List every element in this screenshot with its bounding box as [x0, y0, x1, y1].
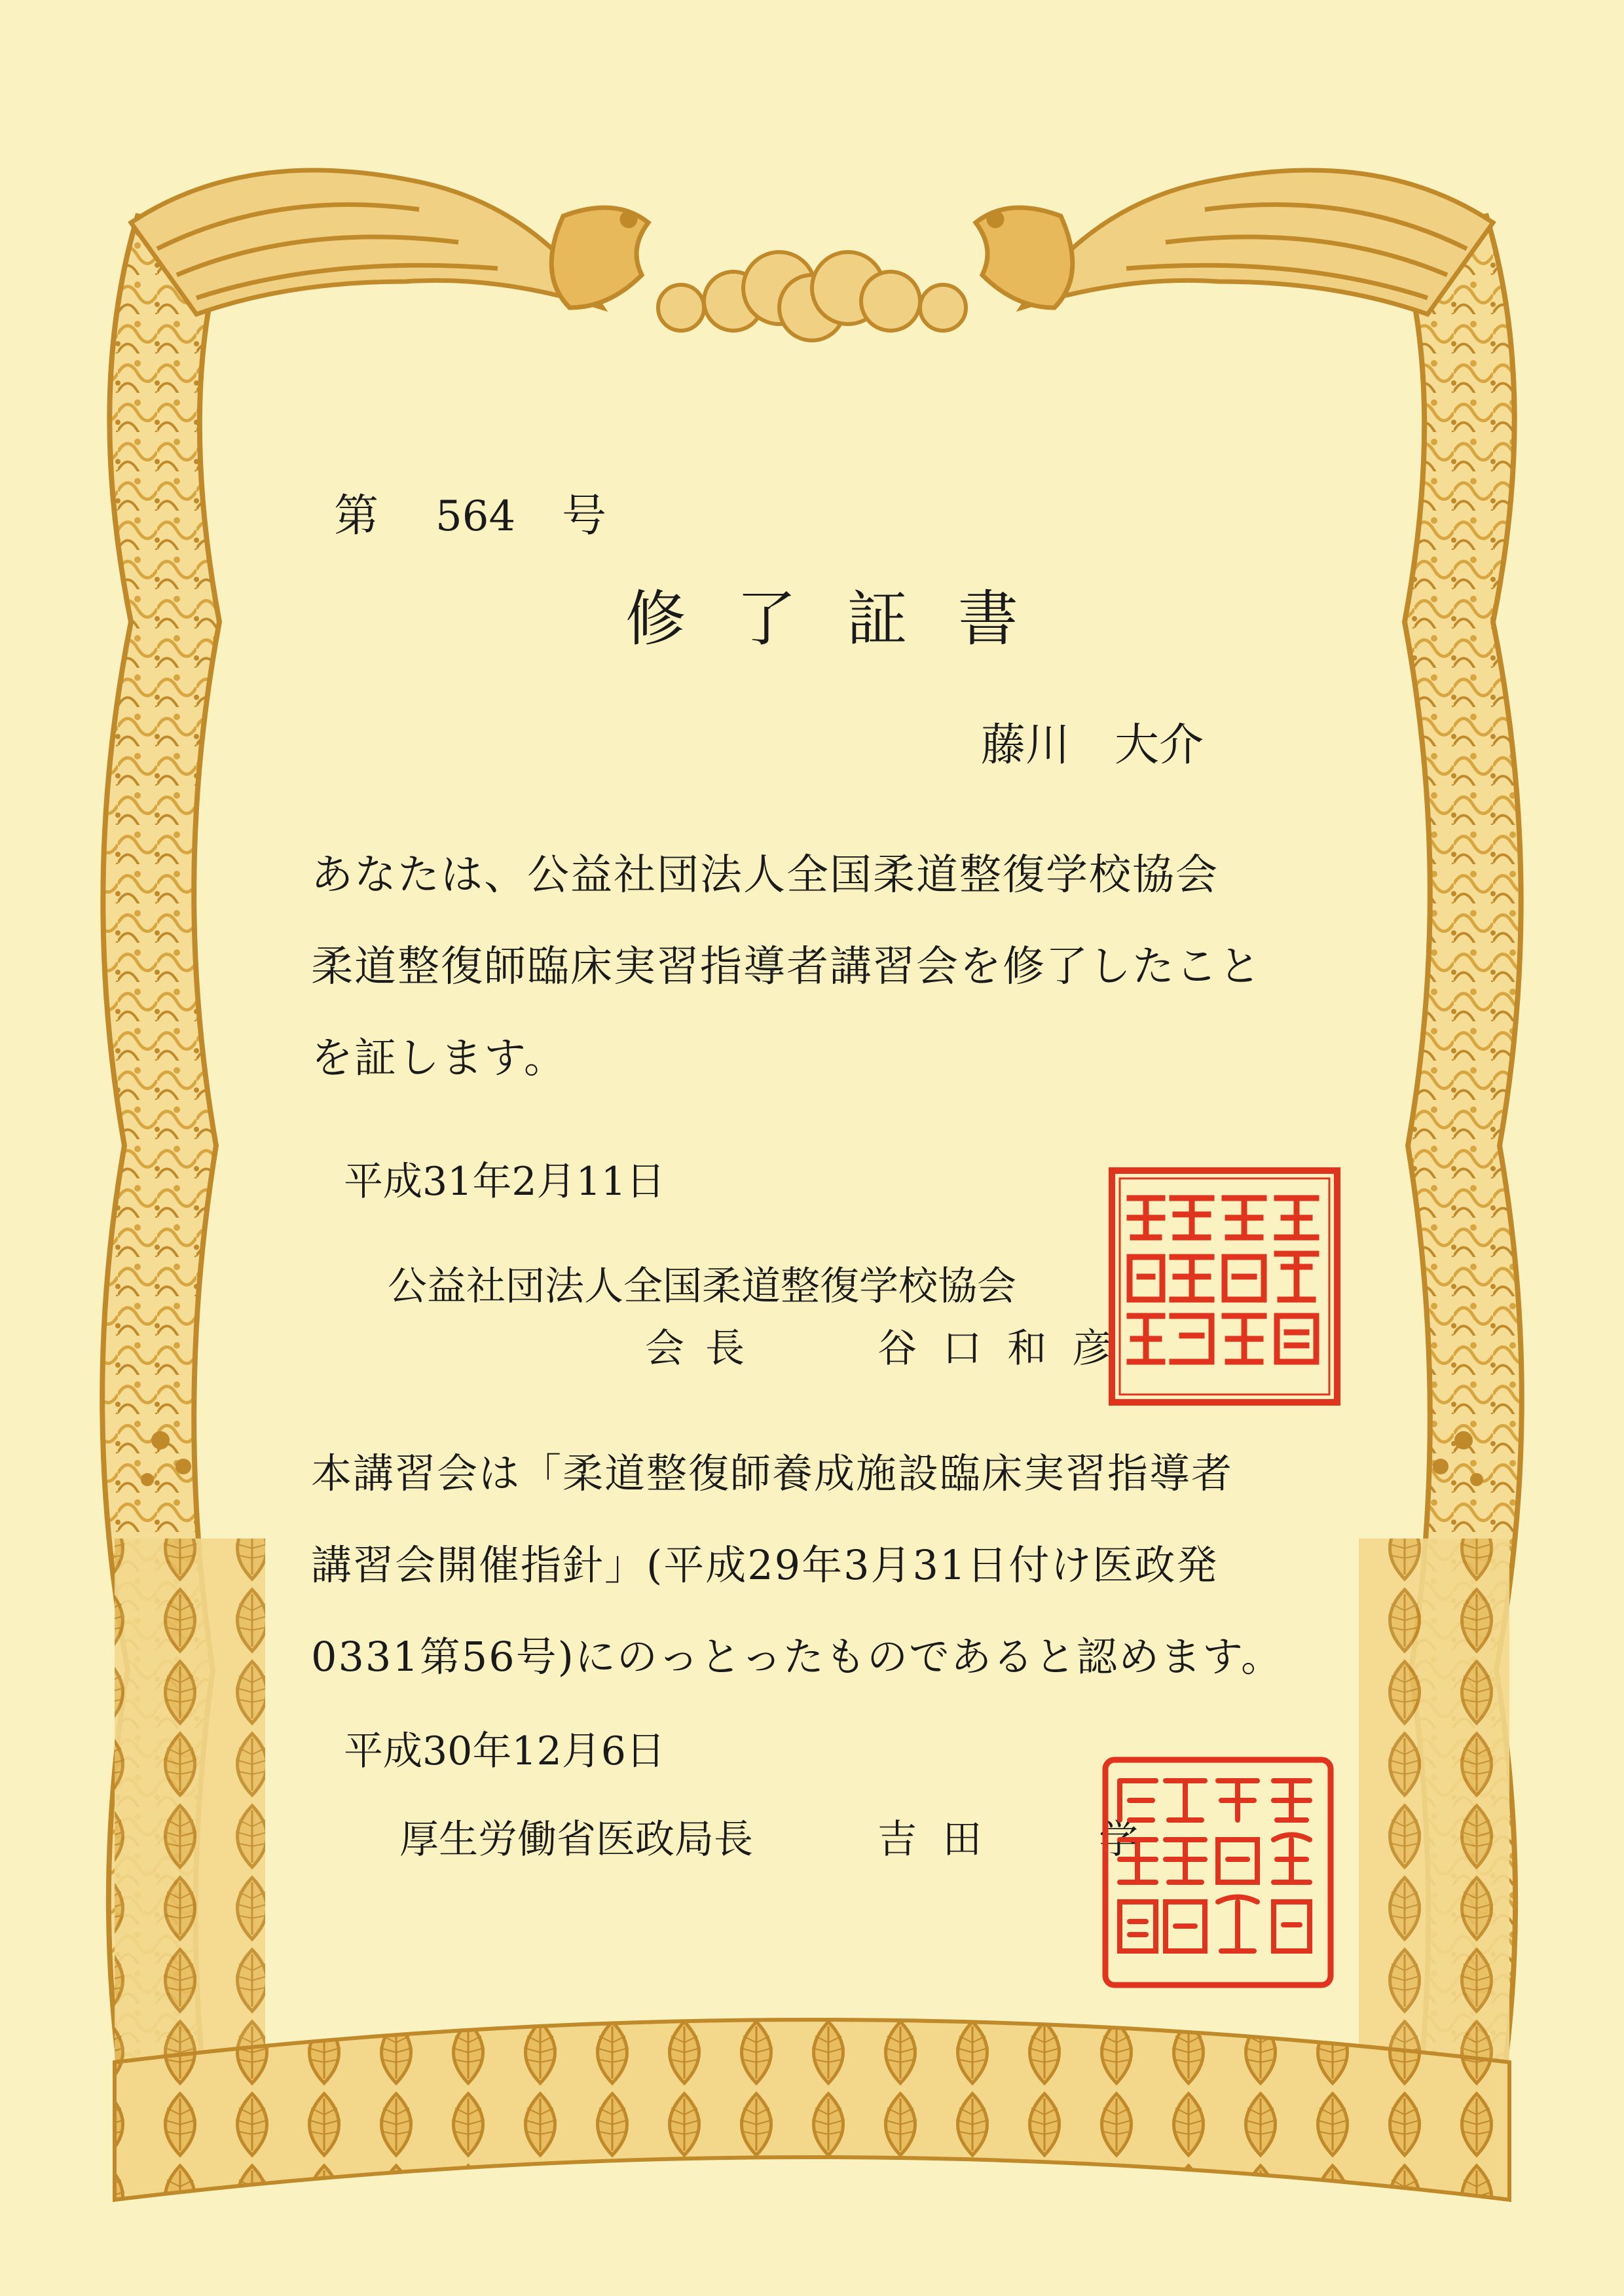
association-seal	[1107, 1165, 1342, 1408]
issuer-organization: 公益社団法人全国柔道整復学校協会	[388, 1264, 1016, 1309]
body-line-1: あなたは、公益社団法人全国柔道整復学校協会	[311, 851, 1219, 900]
approval-date: 平成30年12月6日	[344, 1728, 665, 1774]
body-line-2: 柔道整復師臨床実習指導者講習会を修了したこと	[311, 943, 1262, 991]
certificate-number: 564	[435, 492, 516, 541]
certificate-title: 修 了 証 書	[625, 584, 1034, 654]
approval-line-1: 本講習会は「柔道整復師養成施設臨床実習指導者	[311, 1449, 1234, 1497]
recipient-name: 藤川 大介	[981, 720, 1204, 771]
approval-line-3: 0331第56号)にのっとったものであると認めます。	[311, 1633, 1283, 1681]
certificate-number-suffix: 号	[562, 490, 607, 542]
ministry-seal	[1100, 1755, 1336, 1990]
issuer-name: 谷 口 和 彦	[877, 1326, 1118, 1372]
certificate-number-prefix: 第	[334, 490, 379, 542]
approver-position: 厚生労働省医政局長	[399, 1817, 753, 1863]
issuer-position: 会長	[645, 1326, 766, 1372]
issue-date: 平成31年2月11日	[344, 1159, 665, 1205]
body-line-3: を証します。	[311, 1034, 567, 1083]
approval-line-2: 講習会開催指針」(平成29年3月31日付け医政発	[311, 1541, 1219, 1589]
approver-name: 吉 田 学	[877, 1817, 1145, 1863]
